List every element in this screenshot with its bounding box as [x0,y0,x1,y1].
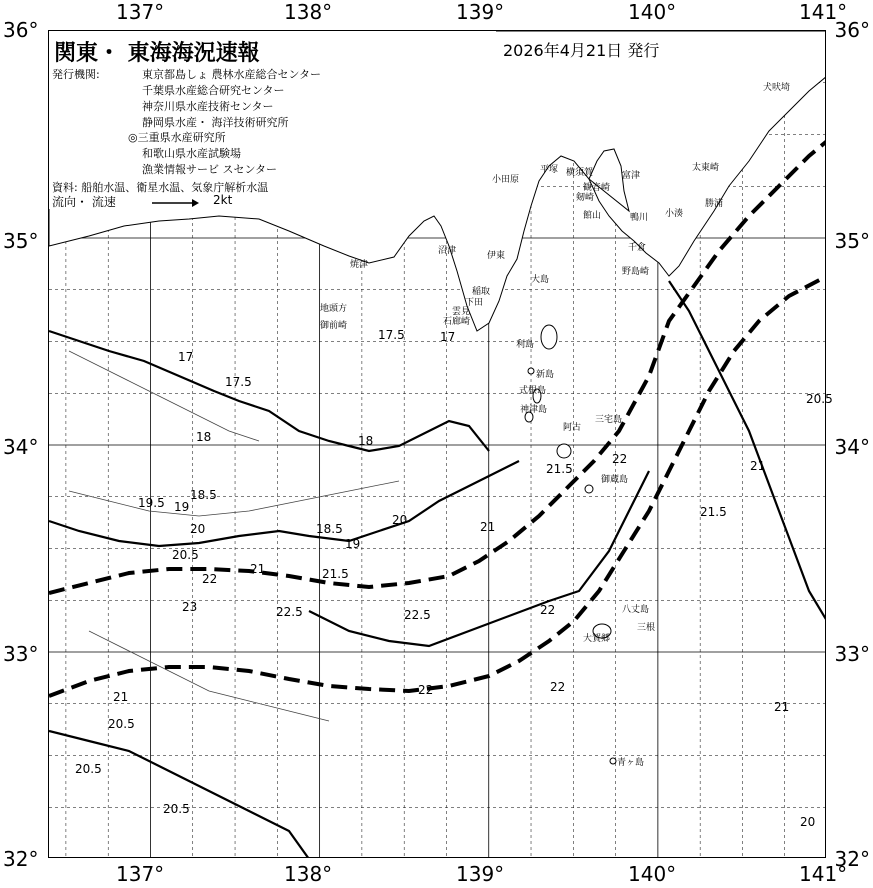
isotherm-label: 18.5 [316,522,343,536]
place-label: 式根島 [519,386,547,396]
isotherm-label: 22 [202,572,218,586]
isotherm-20-5 [49,731,309,858]
place-label: 大賀郷 [583,634,611,644]
place-label: 犬吠埼 [763,83,791,93]
flow-arrow-icon [150,197,200,209]
isotherm-label: 21 [480,520,496,534]
isotherm-label: 17.5 [378,328,405,342]
isotherm-22 [309,471,649,646]
lon-label-137-bottom: 137° [116,862,165,886]
flow-legend-label: 流向・ 流速 [52,195,116,209]
issuer-item: 神奈川県水産技術センター [142,100,274,113]
isotherm-label: 18 [358,434,374,448]
issuers-label: 発行機関: [52,68,100,81]
isotherm-label: 18 [196,430,212,444]
isotherm-lines [49,281,826,858]
lon-label-141-top: 141° [799,0,848,24]
isotherm-label: 19 [174,500,190,514]
place-label: 石廊崎 [443,317,471,327]
place-label: 平塚 [540,165,559,175]
isotherm-label: 17.5 [225,375,252,389]
isotherm-21-5 [89,631,329,721]
lon-label-138-top: 138° [284,0,333,24]
place-label: 青ヶ島 [617,758,645,768]
issuer-item: 東京都島しょ 農林水産総合センター [142,68,322,81]
lat-label-34-left: 34° [3,435,39,459]
lat-label-35-right: 35° [834,229,870,253]
isotherm-label: 21 [750,459,766,473]
isotherm-label: 23 [182,600,198,614]
place-label: 八丈島 [622,605,650,615]
lat-label-34-right: 34° [834,435,870,459]
kuroshio-south-path [49,276,826,696]
isotherm-17-5 [69,351,259,441]
lon-label-137-top: 137° [116,0,165,24]
isotherm-label: 21.5 [322,567,349,581]
place-label: 館山 [583,211,602,221]
lon-label-140-top: 140° [628,0,677,24]
isotherm-19 [69,481,399,516]
place-label: 地頭方 [320,304,348,314]
lon-label-140-bottom: 140° [628,862,677,886]
isotherm-label: 20.5 [75,762,102,776]
isotherm-label: 22 [612,452,628,466]
miyakejima-island [557,444,571,458]
isotherm-label: 20.5 [806,392,833,406]
place-label: 千倉 [628,243,647,253]
place-label: 勝浦 [705,199,724,209]
kuroshio-paths [49,141,826,696]
isotherm-label: 18.5 [190,488,217,502]
place-label: 下田 [465,298,484,308]
place-label: 小湊 [665,209,684,219]
isotherm-label: 21 [250,562,266,576]
issuer-item: 和歌山県水産試験場 [142,147,241,160]
isotherm-label: 21.5 [700,505,727,519]
isotherm-label: 19 [345,537,361,551]
toshima-island [528,368,534,374]
place-label: 利島 [516,340,535,350]
isotherm-21 [669,281,826,621]
lon-label-139-bottom: 139° [456,862,505,886]
isotherm-label: 21 [774,700,790,714]
isotherm-label: 20 [800,815,816,829]
isotherm-label: 22 [550,680,566,694]
lat-label-35-left: 35° [3,229,39,253]
lat-label-32-right: 32° [834,847,870,871]
isotherm-label: 19.5 [138,496,165,510]
place-label: 太東崎 [692,163,720,173]
aogashima-island [610,758,616,764]
issue-date: 2026年4月21日 発行 [503,41,660,60]
isotherm-label: 22 [540,603,556,617]
isotherm-label: 17 [440,330,456,344]
place-label: 横須賀 [566,168,594,178]
isotherm-label: 20 [392,513,408,527]
lat-label-36-right: 36° [834,18,870,42]
place-label: 焼津 [350,260,369,270]
issuer-item: 千葉県水産総合研究センター [142,84,285,97]
isotherm-label: 21 [113,690,129,704]
isotherm-label: 22 [418,683,434,697]
isotherm-label: 22.5 [404,608,431,622]
lat-label-33-right: 33° [834,642,870,666]
place-label: 小田原 [492,175,520,185]
lon-label-139-top: 139° [456,0,505,24]
place-label: 大島 [531,275,550,285]
isotherm-label: 20 [190,522,206,536]
place-label: 野島崎 [622,267,650,277]
flow-legend-speed: 2kt [213,193,233,207]
place-label: 三根 [637,623,656,633]
place-label: 新島 [536,370,555,380]
isotherm-label: 21.5 [546,462,573,476]
place-label: 剱崎 [576,193,595,203]
isotherm-label: 20.5 [172,548,199,562]
issuer-item: ◎三重県水産研究所 [128,131,226,144]
isotherm-label: 20.5 [163,802,190,816]
lat-label-33-left: 33° [3,642,39,666]
place-label: 神津島 [520,405,548,415]
lon-label-138-bottom: 138° [284,862,333,886]
place-label: 稲取 [472,287,491,297]
place-label: 雲見 [452,307,471,317]
place-label: 御蔵島 [601,475,629,485]
oshima-island [541,325,557,349]
data-sources: 資料: 船舶水温、衛星水温、気象庁解析水温 [52,181,269,194]
lon-label-141-bottom: 141° [799,862,848,886]
lat-label-32-left: 32° [3,847,39,871]
place-label: 伊東 [487,251,506,261]
place-label: 観音崎 [583,183,611,193]
map-title: 関東・ 東海海況速報 [54,41,260,66]
mikurajima-island [585,485,593,493]
place-label: 鴨川 [630,213,649,223]
isotherm-label: 22.5 [276,605,303,619]
isotherm-label: 20.5 [108,717,135,731]
issuer-item: 漁業情報サービ スセンター [142,163,278,176]
place-label: 阿古 [563,423,582,433]
place-label: 富津 [622,171,641,181]
isotherm-18 [49,331,489,451]
place-label: 御前崎 [320,321,348,331]
place-label: 三宅島 [595,415,623,425]
place-label: 沼津 [438,246,457,256]
isotherm-label: 17 [178,350,194,364]
issuer-item: 静岡県水産・ 海洋技術研究所 [142,116,289,129]
lat-label-36-left: 36° [3,18,39,42]
